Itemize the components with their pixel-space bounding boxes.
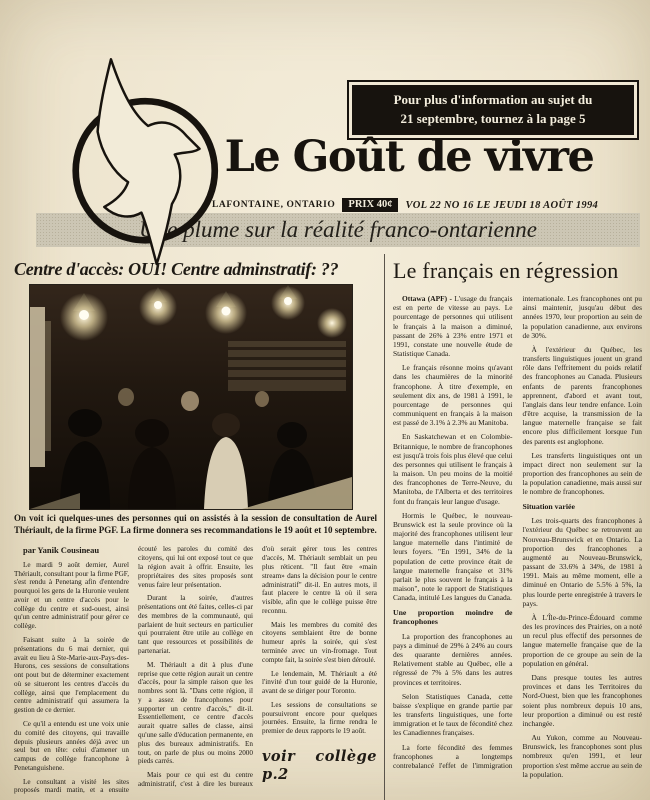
article-paragraph: Les sessions de consultations se poursuivront encore pour quelques journées. Ensuite, la firme rendra le premier de deux rapports le 19 août. — [262, 700, 377, 736]
left-article-headline: Centre d'accès: OUI! Centre adminstratif: ?? — [14, 259, 339, 279]
front-page-body — [0, 254, 650, 800]
article-paragraph: Le consultant a visité les sites proposés mardi matin, et a ensuite écouté les paroles du comité des citoyens, qui lui ont exposé tout ce que la région avait à offrir. Ensuite, les propriétaires des sites proposés sont venus faire leur présentation. — [14, 545, 253, 795]
article-paragraph: À L'Île-du-Prince-Édouard comme des les provinces des Prairies, on a noté un recul plus effectif des personnes de langue maternelle française que de la proportion de ce groupe au sein de la population en général. — [522, 612, 642, 668]
consultation-photo — [29, 284, 353, 510]
article-francais-regression — [385, 254, 642, 800]
article-paragraph: Ottawa (APF) - L'usage du français est en perte de vitesse au pays. Le pourcentage de personnes qui utilisent le français à la maison a diminué, passant de 26% à 23% entre 1971 et 1991, constate une nouvelle étude de Statistique Canada. — [393, 294, 513, 359]
right-article-headline: Le français en régression — [393, 258, 619, 283]
page5-promo-text — [352, 85, 634, 135]
photo-caption: On voit ici quelques-unes des personnes qui on assistés à la session de consultation de Aurel Thériault, de la firme PGF. La firme donnera ses recommandations le 19 août et 10 septembre. — [14, 513, 377, 535]
paragraph-lead: Ottawa (APF) - — [402, 294, 455, 303]
photo-image — [30, 285, 352, 509]
article-paragraph: Le lendemain, M. Thériault a été l'invité d'un tour guidé de la Huronie, avant de se diriger pour Toronto. — [262, 669, 377, 696]
tagline-text: Une plume sur la réalité franco-ontarienne — [139, 217, 537, 242]
issue-info: VOL 22 NO 16 LE JEUDI 18 AOÛT 1994 — [405, 199, 599, 211]
page5-promo-box — [347, 80, 639, 140]
article-paragraph: Hormis le Québec, le nouveau-Brunswick est la seule province où la majorité des francophones utilisent leur langue maternelle dans l'intimité de leurs foyers. "En 1991, 34% de la population de cette province était de langue maternelle française et 31% parlait le plus souvent le français à la maison", note le rapport de Statistiques Canada, intitulé Les langues du Canada. — [393, 510, 513, 603]
article-paragraph: La proportion des francophones au pays a diminué de 29% à 24% au cours des quarante dernières années. Relativement stable au Québec, elle a régressé de 7% à 5% dans les autres provinces et territoires. — [393, 631, 513, 687]
article-paragraph: En Saskatchewan et en Colombie-Britannique, le nombre de francophones est jusqu'à trois fois plus élevé que celui des personnes qui utilisent le français à la maison. Un peu moins de la moitié des francophones de Terre-Neuve, du Manitoba, de l'Alberta et des territoires font du français leur langue d'usage. — [393, 432, 513, 506]
article-paragraph: Mais les membres du comité des citoyens semblaient être de bonne humeur après la soirée, qui s'est terminée avec un vin-fromage. Tout compte fait, la soirée s'est bien déroulé. — [262, 620, 377, 664]
left-article-columns — [14, 545, 377, 795]
seagull-in-circle-icon — [50, 44, 250, 266]
article-paragraph: Faisant suite à la soirée de présentations du 6 mai dernier, qui avait eu lieu à Ste-Marie-aux-Pays-des-Hurons, ces sessions de consultations ont pout but de déterminer exactement où se situeront les centres d'accès du collège, ainsi que l'emplacement du centre administratif qui assumera la gestion de ce dernier. — [14, 635, 129, 715]
article-paragraph: À l'extérieur du Québec, les transferts linguistiques jouent un grand rôle dans l'effritement du poids relatif des francophones au Canada. Plusieurs enfants de parents francophones apprennent, d'abord et avant tout, l'anglais dans leur tendre enfance. Loin d'être acquise, la transmission de la langue maternelle française se fait encore plus difficilement lorsque l'un des parents est anglophone. — [522, 344, 642, 446]
seagull-logo — [50, 44, 250, 271]
article-paragraph: Mais pour ce qui est du centre administratif, c'est à dire les bureaux d'où serait gérer tous les centres d'accès, M. Thériault semblait un peu plus réticent. "Il faut être «main stream» dans la décision pour le centre administratif" dit-il. En autres mots, il faut placere le centre là où il sera visible, afin que le collège puisse être reconnu. — [138, 545, 377, 788]
article-paragraph: Selon Statistiques Canada, cette baisse s'explique en grande partie par les transferts linguistiques, une forte immigration et le taux de fécondité chez les Canadiennes françaises. — [393, 691, 513, 738]
article-paragraph: Les trois-quarts des francophones à l'extérieur du Québec se retrouvent au Nouveau-Brunswick et en Ontario. La proportion des francophones a augmenté au Nouveau-Brunswick, passant de 33.6% à 34%, de 1981 à 1991. Mais au même moment, elle a diminué en Ontario de 5.5% à 5%, la plus lourde perte enregistrée à travers le pays. — [522, 516, 642, 608]
price-badge: PRIX 40¢ — [342, 198, 398, 212]
right-article-columns — [393, 294, 642, 779]
article-paragraph: La forte fécondité des femmes francophones a longtemps contrebalancé l'effet de l'immigration internationale. Les francophones ont pu ainsi maintenir, jusqu'au début des années 1970, leur proportion au sein de la population canadienne, aux environs de 30%. — [393, 294, 642, 770]
article-paragraph: Le français résonne moins qu'avant dans les chaumières de la minorité francophone. À titre d'exemple, en seulement dix ans, de 1981 à 1991, le pourcentage de personnes qui communiquent en français à la maison est passé de 3.1% à 2.3% au Manitoba. — [393, 363, 513, 428]
article-subhead: Une proportion moindre de francophones — [393, 607, 513, 627]
article-paragraph: Durant la soirée, d'autres présentations ont été faites, celles-ci par des membres de la communauté, qui parlaient de huit secteurs en particulier qui pourraient être utile au collège en tant que ressources et possibilités de partenariat. — [138, 594, 253, 655]
article-paragraph: M. Thériault a dit à plus d'une reprise que cette région aurait un centre d'accès, pour la simple raison que les nombres sont là. "Dans cette région, il y a assez de francophones pour supporter un centre d'accès," dit-il. Essentiellement, ce centre d'accès aurait quatre salles de classe, ainsi qu'une salle d'éducation permanente, en plus des bureaux administratifs. En tout, on parle de plus ou moins 2000 pieds carrés. — [138, 660, 253, 766]
article-centre-acces — [14, 254, 385, 800]
byline: par Yanik Cousineau — [23, 545, 100, 556]
newspaper-title: Le Goût de vivre — [224, 132, 594, 182]
article-paragraph: Le mardi 9 août dernier, Aurel Thériault, consultant pour la firme PGF, s'est rendu à Penetang afin d'entendre pourquoi les gens de la Huronie veulent avoir et un centre d'accès pour le collège du centre et sud-ouest, ainsi qu'un centre administratif pour gérer ce collège. — [14, 560, 129, 631]
article-paragraph: Au Yukon, comme au Nouveau-Brunswick, les francophones sont plus nombreux qu'en 1991, et leur proportion s'est même accrue au sein de la population. — [522, 733, 642, 779]
article-paragraph: Les transferts linguistiques ont un impact direct non seulement sur la proportion des francophones au sein de la population canadienne, mais aussi sur le nombre de francophones. — [522, 450, 642, 497]
promo-line-1: Pour plus d'information au sujet du — [393, 92, 593, 107]
article-paragraph: Ce qu'il a entendu est une voix unie du comité des citoyens, qui travaille depuis plusieurs années déjà avec un seul but en tête: celui d'amener un campus de collège francophone à Penetanguishene. — [14, 720, 129, 772]
promo-line-2: 21 septembre, tournez à la page 5 — [400, 110, 586, 126]
location-label: LAFONTAINE, ONTARIO — [211, 200, 336, 210]
masthead — [0, 0, 650, 256]
continued-on-page-2: voir collège p.2 — [262, 748, 377, 783]
article-subhead: Situation variée — [522, 501, 575, 511]
article-paragraph: Dans presque toutes les autres provinces et dans les Territoires du Nord-Ouest, bien que les francophones soient plus nombreux depuis 10 ans, leur proportion a diminué ou est resté inchangée. — [522, 672, 642, 728]
